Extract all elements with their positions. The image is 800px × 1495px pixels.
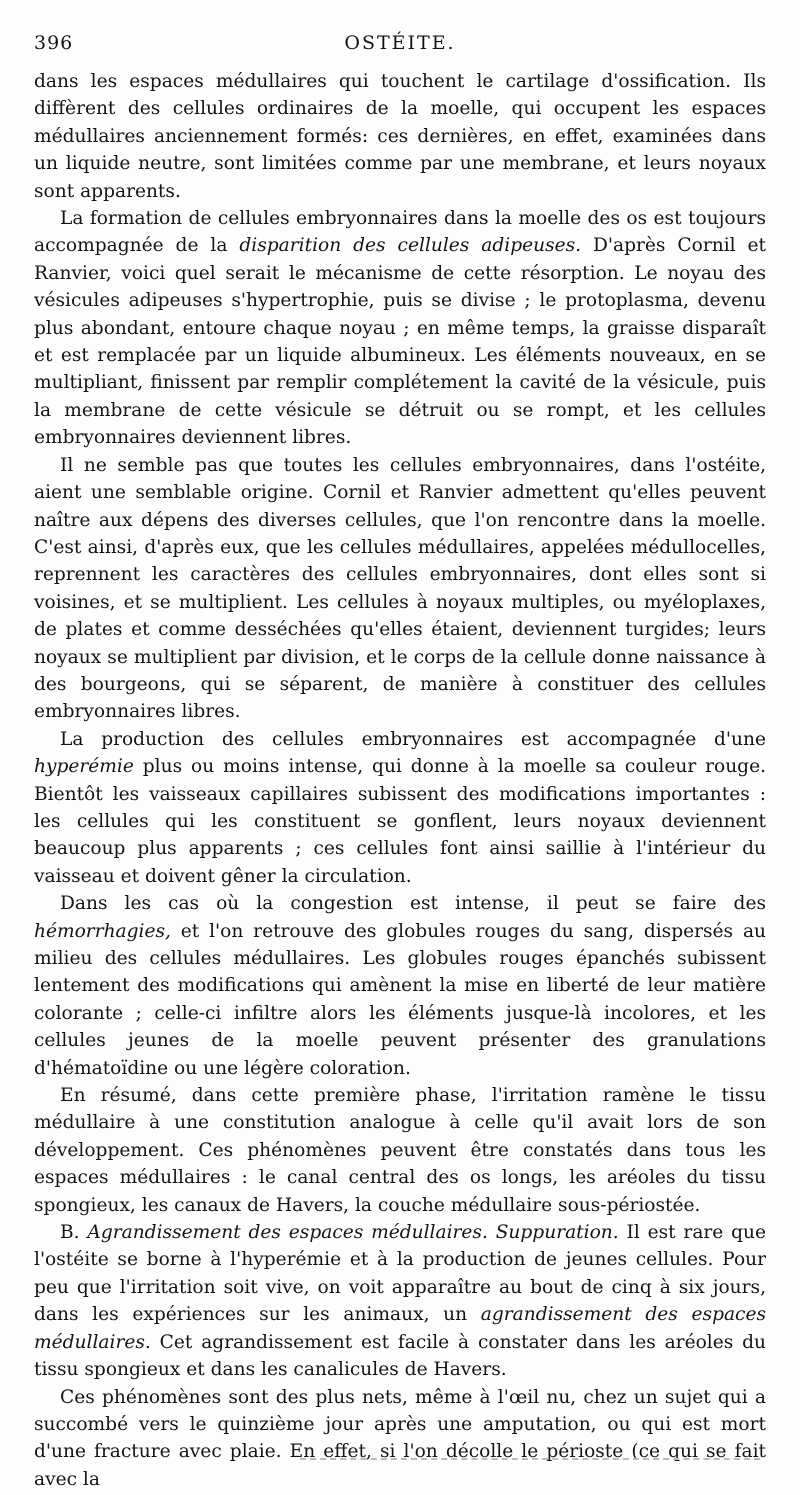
text-segment: Il ne semble pas que toutes les cellules embryonnaires, dans l'ostéite, aient une semblable origine. Cornil et Ranvier admettent qu'elles peuvent naître aux dépens des diverses cellules, que l'on rencontre dans la moelle. C'est ainsi, d'après eux, que les cellules médullaires, appelées médullocelles, reprennent les caractères des cellules embryonnaires, dont elles sont si voisines, et se multiplient. Les cellules à noyaux multiples, ou myéloplaxes, de plates et comme desséchées qu'elles étaient, deviennent turgides; leurs noyaux se multiplient par division, et le corps de la cellule donne naissance à des bourgeons, qui se séparent, de manière à constituer des cellules embryonnaires libres.: [34, 454, 766, 723]
text-segment: D'après Cornil et Ranvier, voici quel serait le mécanisme de cette résorption. Le noyau des vésicules adipeuses s'hypertrophie, puis se divise ; le protoplasma, devenu plus abondant, entoure chaque noyau ; en même temps, la graisse disparaît et est remplacée par un liquide albumineux. Les éléments nouveaux, en se multipliant, finissent par remplir complétement la cavité de la vésicule, puis la membrane de cette vésicule se détruit ou se rompt, et les cellules embryonnaires deviennent libres.: [34, 235, 767, 449]
running-title: OSTÉITE.: [344, 32, 456, 54]
italic-text: agrandissement des espaces médullaires.: [34, 1304, 767, 1353]
body-text: [34, 68, 766, 1493]
text-segment: La production des cellules embryonnaires est accompagnée d'une: [60, 728, 766, 750]
paragraph: [34, 1082, 766, 1219]
footer-rule: [300, 1458, 760, 1460]
italic-text: hémorrhagies,: [34, 920, 171, 942]
italic-text: hyperémie: [34, 756, 134, 778]
text-segment: dans les espaces médullaires qui touchent le cartilage d'ossification. Ils diffèrent des cellules ordinaires de la moelle, qui occupent les espaces médullaires anciennement formés: ces dernières, en effet, examinées dans un liquide neutre, sont limitées comme par une membrane, et leurs noyaux sont apparents.: [34, 71, 766, 202]
text-segment: plus ou moins intense, qui donne à la moelle sa couleur rouge. Bientôt les vaisseaux capillaires subissent des modifications importantes : les cellules qui les constituent se gonflent, leurs noyaux deviennent beaucoup plus apparents ; ces cellules font ainsi saillie à l'intérieur du vaisseau et doivent gêner la circulation.: [34, 756, 766, 887]
paragraph: [34, 68, 766, 205]
paragraph: [34, 726, 766, 890]
paragraph: [34, 1384, 766, 1494]
text-segment: Dans les cas où la congestion est intense, il peut se faire des: [60, 893, 766, 915]
paragraph: [34, 1219, 766, 1383]
page-header: [34, 26, 766, 66]
page-number: 396: [34, 32, 74, 54]
text-segment: Cet agrandissement est facile à constater dans les aréoles du tissu spongieux et dans les canalicules de Havers.: [34, 1331, 766, 1381]
italic-text: Agrandissement des espaces médullaires. Suppuration.: [87, 1222, 619, 1244]
text-segment: Il est rare que l'ostéite se borne à l'hyperémie et à la production de jeunes cellules. Pour peu que l'irritation soit vive, on voit apparaître au bout de cinq à six jours, dans les expériences sur les animaux, un: [34, 1222, 766, 1326]
italic-text: disparition des cellules adipeuses.: [239, 235, 582, 257]
text-segment: La formation de cellules embryonnaires dans la moelle des os est toujours accompagnée de la: [34, 208, 766, 257]
text-segment: et l'on retrouve des globules rouges du sang, dispersés au milieu des cellules médullaires. Les globules rouges épanchés subissent lentement des modifications qui amènent la mise en liberté de leur matière colorante ; celle-ci infiltre alors les éléments jusque-là incolores, et les cellules jeunes de la moelle peuvent présenter des granulations d'hématoïdine ou une légère coloration.: [34, 920, 766, 1079]
text-segment: En résumé, dans cette première phase, l'irritation ramène le tissu médullaire à une constitution analogue à celle qu'il avait lors de son développement. Ces phénomènes peuvent être constatés dans tous les espaces médullaires : le canal central des os longs, les aréoles du tissu spongieux, les canaux de Havers, la couche médullaire sous-périostée.: [34, 1085, 766, 1216]
text-segment: B.: [60, 1222, 88, 1244]
paragraph: [34, 205, 766, 452]
text-segment: Ces phénomènes sont des plus nets, même à l'œil nu, chez un sujet qui a succombé vers le quinzième jour après une amputation, ou qui est mort d'une fracture avec plaie. En effet, si l'on décolle le périoste (ce qui se fait avec la: [34, 1386, 766, 1490]
paragraph: [34, 890, 766, 1082]
paragraph: [34, 452, 766, 726]
